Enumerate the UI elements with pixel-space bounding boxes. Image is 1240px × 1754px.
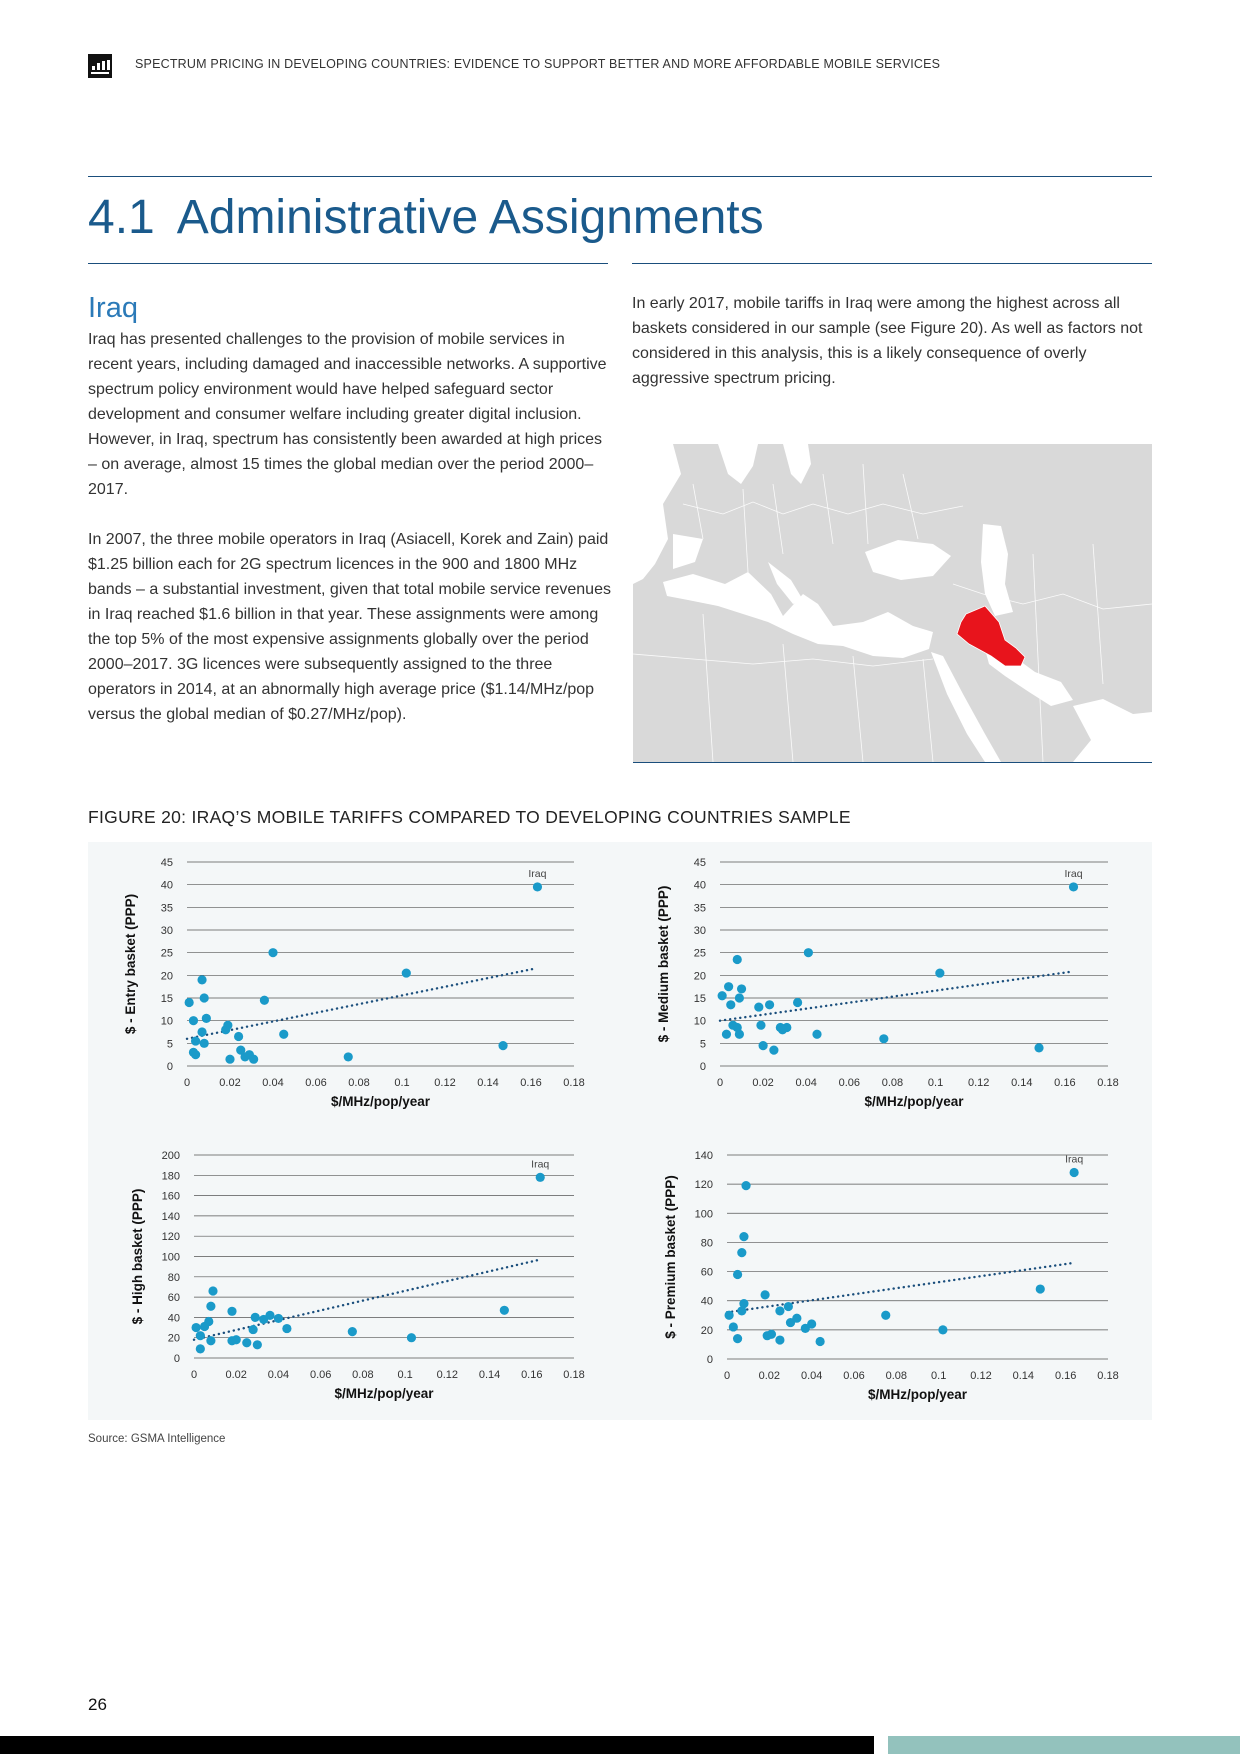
chart-4-y-tick-label: 60 [700, 1266, 713, 1279]
chart-1-data-point [202, 1014, 211, 1023]
chart-4-iraq-label: Iraq [1065, 1153, 1084, 1166]
chart-2-x-tick-label: 0.04 [795, 1077, 817, 1089]
chart-3-y-tick-label: 60 [167, 1292, 180, 1305]
chart-4-data-point [767, 1330, 776, 1339]
figure-source: Source: GSMA Intelligence [88, 1433, 226, 1445]
chart-3-x-tick-label: 0.12 [436, 1369, 459, 1381]
chart-2-x-tick-label: 0.1 [927, 1077, 944, 1089]
chart-4-data-point [784, 1302, 793, 1311]
chart-1-data-point [197, 1027, 206, 1036]
chart-2-data-point [735, 1030, 744, 1039]
chart-3-data-point [251, 1313, 260, 1322]
chart-1-data-point [225, 1055, 234, 1064]
chart-4-data-point [733, 1334, 742, 1343]
right-column-rule [632, 263, 1152, 264]
subsection-title: Iraq [88, 292, 138, 324]
chart-1-data-point [268, 948, 277, 957]
chart-2-data-point [1034, 1043, 1043, 1052]
chart-3-data-point [200, 1322, 209, 1331]
chart-3-y-tick-label: 180 [161, 1170, 180, 1183]
chart-2-y-tick-label: 40 [693, 879, 706, 892]
chart-3-data-point [206, 1336, 215, 1345]
chart-1-y-tick-label: 25 [160, 947, 173, 960]
chart-3-data-point [348, 1327, 357, 1336]
chart-2-x-tick-label: 0.06 [838, 1077, 861, 1089]
chart-4-data-point [775, 1306, 784, 1315]
chart-3-y-tick-label: 200 [161, 1150, 180, 1162]
chart-2-data-point [733, 955, 742, 964]
chart-3-y-tick-label: 100 [161, 1251, 180, 1264]
chart-1-x-tick-label: 0.02 [219, 1077, 241, 1089]
chart-3-x-tick-label: 0.02 [225, 1369, 247, 1381]
chart-4-y-axis-title: $ - Premium basket (PPP) [663, 1175, 678, 1339]
chart-1-data-point [533, 882, 542, 891]
chart-4-data-point [775, 1335, 784, 1344]
chart-1-data-point [191, 1036, 200, 1045]
chart-3-data-point [208, 1286, 217, 1295]
chart-1-data-point [260, 996, 269, 1005]
chart-3-data-point [274, 1314, 283, 1323]
chart-1-data-point [197, 975, 206, 984]
chart-1-x-tick-label: 0.06 [305, 1077, 327, 1089]
running-header: SPECTRUM PRICING IN DEVELOPING COUNTRIES: EVIDENCE TO SUPPORT BETTER AND MORE AFFORDABLE MOBILE SERVICES [135, 57, 941, 71]
chart-1-y-tick-label: 5 [166, 1038, 173, 1051]
chart-1-data-point [200, 1039, 209, 1048]
figure-title: FIGURE 20: IRAQ’S MOBILE TARIFFS COMPARED TO DEVELOPING COUNTRIES SAMPLE [88, 807, 851, 827]
page-number: 26 [88, 1695, 107, 1714]
chart-2-y-tick-label: 35 [693, 902, 706, 915]
chart-3-x-tick-label: 0.08 [352, 1369, 374, 1381]
chart-3-data-point [253, 1340, 262, 1349]
chart-4-y-tick-label: 20 [700, 1324, 713, 1337]
chart-4-data-point [807, 1319, 816, 1328]
chart-3-y-tick-label: 40 [167, 1312, 180, 1325]
chart-4-x-tick-label: 0.1 [931, 1370, 947, 1382]
chart-3-y-axis-title: $ - High basket (PPP) [130, 1188, 145, 1325]
chart-4-y-tick-label: 40 [700, 1295, 713, 1308]
chart-2-data-point [756, 1021, 765, 1030]
chart-1-data-point [249, 1055, 258, 1064]
footer-bar-light [888, 1736, 1240, 1754]
chart-2-trendline [720, 972, 1071, 1021]
chart-2-x-tick-label: 0.12 [967, 1077, 990, 1089]
chart-1-data-point [234, 1032, 243, 1041]
chart-2-data-point [737, 984, 746, 993]
chart-3-data-point [242, 1338, 251, 1347]
chart-2-data-point [765, 1000, 774, 1009]
chart-3-y-tick-label: 120 [161, 1231, 180, 1244]
chart-4-y-tick-label: 120 [694, 1179, 713, 1192]
chart-2-y-tick-label: 30 [693, 925, 706, 937]
chart-2-data-point [879, 1034, 888, 1043]
chart-3-x-tick-label: 0 [190, 1369, 198, 1381]
chart-3-x-axis-title: $/MHz/pop/year [334, 1386, 434, 1401]
chart-1-iraq-label: Iraq [528, 867, 547, 880]
chart-3-x-tick-label: 0.1 [397, 1369, 413, 1381]
chart-2-x-tick-label: 0 [716, 1077, 724, 1089]
chart-4-data-point [881, 1311, 890, 1320]
chart-3-data-point [407, 1333, 416, 1342]
chart-3-iraq-label: Iraq [531, 1158, 550, 1171]
chart-1-trendline [187, 969, 535, 1039]
chart-2-x-axis-title: $/MHz/pop/year [864, 1094, 964, 1109]
chart-1-data-point [221, 1025, 230, 1034]
chart-4-data-point [737, 1306, 746, 1315]
chart-1-y-tick-label: 40 [160, 879, 173, 892]
chart-1-x-tick-label: 0.1 [394, 1077, 410, 1089]
chart-3-data-point [536, 1173, 545, 1182]
chart-3-y-tick-label: 80 [167, 1271, 180, 1284]
chart-1-y-tick-label: 45 [160, 857, 173, 869]
chart-4-data-point [739, 1232, 748, 1241]
chart-4-data-point [761, 1290, 770, 1299]
chart-1-x-tick-label: 0 [183, 1077, 191, 1089]
chart-2-y-tick-label: 15 [693, 993, 706, 1005]
chart-2-data-point [724, 982, 733, 991]
chart-2-x-tick-label: 0.08 [881, 1077, 904, 1089]
chart-3-x-tick-label: 0.18 [563, 1369, 585, 1381]
chart-1-y-tick-label: 0 [166, 1061, 173, 1073]
section-number: 4.1 [88, 191, 155, 244]
chart-4-data-point [737, 1248, 746, 1257]
chart-1-x-tick-label: 0.14 [477, 1077, 499, 1089]
chart-2-iraq-label: Iraq [1064, 867, 1083, 880]
chart-1-data-point [344, 1052, 353, 1061]
chart-4-x-tick-label: 0.06 [843, 1370, 865, 1382]
chart-4-data-point [725, 1311, 734, 1320]
chart-3-data-point [249, 1325, 258, 1334]
chart-3-data-point [196, 1344, 205, 1353]
chart-2-x-tick-label: 0.14 [1011, 1077, 1033, 1089]
chart-1-data-point [240, 1052, 249, 1061]
chart-2-y-tick-label: 10 [693, 1015, 706, 1028]
iraq-location-map [633, 444, 1152, 762]
footer-bar-dark [0, 1736, 874, 1754]
chart-4-y-tick-label: 80 [700, 1237, 713, 1250]
chart-2-data-point [1069, 882, 1078, 891]
chart-1-y-tick-label: 10 [160, 1015, 173, 1028]
chart-4-x-tick-label: 0.16 [1054, 1370, 1077, 1382]
chart-2-y-tick-label: 25 [693, 947, 706, 960]
chart-4-x-tick-label: 0.18 [1097, 1370, 1119, 1382]
chart-4-x-tick-label: 0.02 [758, 1370, 781, 1382]
section-title-text: Administrative Assignments [176, 191, 764, 244]
chart-1-x-tick-label: 0.18 [563, 1077, 585, 1089]
chart-3-trendline [194, 1260, 540, 1340]
chart-1-x-tick-label: 0.16 [520, 1077, 542, 1089]
chart-4-x-tick-label: 0.12 [970, 1370, 992, 1382]
chart-1-data-point [402, 968, 411, 977]
chart-4-trendline [727, 1263, 1074, 1313]
chart-2-data-point [812, 1030, 821, 1039]
chart-4-x-tick-label: 0.14 [1012, 1370, 1035, 1382]
chart-2-data-point [793, 998, 802, 1007]
left-column-rule [88, 263, 608, 264]
chart-3-y-tick-label: 140 [161, 1210, 180, 1223]
chart-3-data-point [232, 1335, 241, 1344]
chart-4-y-tick-label: 100 [694, 1208, 713, 1221]
chart-3-data-point [259, 1315, 268, 1324]
chart-2-x-tick-label: 0.18 [1097, 1077, 1119, 1089]
chart-1-x-tick-label: 0.04 [262, 1077, 284, 1089]
chart-1-data-point [279, 1030, 288, 1039]
section-title [88, 190, 764, 245]
chart-4-data-point [729, 1322, 738, 1331]
chart-2-data-point [935, 968, 944, 977]
left-paragraph-2: In 2007, the three mobile operators in Iraq (Asiacell, Korek and Zain) paid $1.25 billion each for 2G spectrum licences in the 900 and 1800 MHz bands – a substantial investment, given that total mobile service revenues in Iraq reached $1.6 billion in that year. These assignments were among the top 5% of the most expensive assignments globally over the period 2000–2017. 3G licences were subsequently assigned to the three operators in 2014, at an abnormally high average price ($1.14/MHz/pop versus the global median of $0.27/MHz/pop). [88, 531, 611, 723]
chart-4-data-point [733, 1270, 742, 1279]
chart-4-data-point [816, 1337, 825, 1346]
map-bottom-rule [633, 762, 1152, 763]
chart-3-data-point [206, 1302, 215, 1311]
chart-1-y-tick-label: 35 [160, 902, 173, 915]
chart-2-x-tick-label: 0.02 [752, 1077, 774, 1089]
chart-4-data-point [741, 1181, 750, 1190]
chart-4-y-tick-label: 140 [694, 1150, 713, 1162]
chart-2-data-point [735, 993, 744, 1002]
chart-3-data-point [196, 1331, 205, 1340]
chart-4-data-point [1070, 1168, 1079, 1177]
chart-1-data-point [189, 1016, 198, 1025]
chart-3-y-tick-label: 0 [173, 1353, 180, 1365]
chart-1-data-point [200, 993, 209, 1002]
figure-panel [88, 842, 1152, 1420]
chart-2-y-tick-label: 0 [699, 1061, 706, 1073]
gsma-logo [88, 54, 112, 78]
left-paragraph-1: Iraq has presented challenges to the provision of mobile services in recent years, including damaged and inaccessible networks. A supportive spectrum policy environment would have helped safeguard sector development and consumer welfare including greater digital inclusion. However, in Iraq, spectrum has consistently been awarded at high prices – on average, almost 15 times the global median over the period 2000–2017. [88, 331, 607, 498]
chart-3-x-tick-label: 0.16 [521, 1369, 543, 1381]
chart-3-data-point [282, 1324, 291, 1333]
chart-2-y-axis-title: $ - Medium basket (PPP) [656, 885, 671, 1043]
chart-2-data-point [722, 1030, 731, 1039]
chart-1-y-tick-label: 30 [160, 925, 173, 937]
scatter-charts [88, 842, 1152, 1420]
chart-1-data-point [191, 1050, 200, 1059]
chart-1-data-point [185, 998, 194, 1007]
chart-4-x-axis-title: $/MHz/pop/year [867, 1387, 968, 1402]
chart-2-data-point [754, 1002, 763, 1011]
chart-1-y-tick-label: 20 [160, 970, 173, 983]
chart-3-data-point [227, 1307, 236, 1316]
chart-2-data-point [769, 1046, 778, 1055]
chart-2-y-tick-label: 20 [693, 970, 706, 983]
chart-2-y-tick-label: 5 [699, 1038, 706, 1051]
chart-1-x-axis-title: $/MHz/pop/year [330, 1094, 431, 1109]
chart-1-data-point [498, 1041, 507, 1050]
chart-2-x-tick-label: 0.16 [1054, 1077, 1076, 1089]
chart-2-data-point [778, 1025, 787, 1034]
chart-2-data-point [759, 1041, 768, 1050]
chart-4-x-tick-label: 0.08 [885, 1370, 908, 1382]
chart-4-y-tick-label: 0 [706, 1354, 713, 1366]
chart-2-y-tick-label: 45 [693, 857, 706, 869]
chart-3-data-point [192, 1323, 201, 1332]
chart-1-x-tick-label: 0.08 [348, 1077, 370, 1089]
chart-3-y-tick-label: 20 [167, 1332, 180, 1345]
chart-4-x-tick-label: 0 [723, 1370, 731, 1382]
chart-3-data-point [500, 1306, 509, 1315]
chart-4-data-point [938, 1325, 947, 1334]
right-paragraph-1: In early 2017, mobile tariffs in Iraq were among the highest across all baskets considered in our sample (see Figure 20). As well as factors not considered in this analysis, this is a likely consequence of overly aggressive spectrum pricing. [632, 295, 1143, 387]
chart-3-x-tick-label: 0.04 [267, 1369, 290, 1381]
chart-3-x-tick-label: 0.06 [309, 1369, 332, 1381]
chart-2-data-point [726, 1000, 735, 1009]
chart-1-y-tick-label: 15 [160, 993, 173, 1005]
chart-1-y-axis-title: $ - Entry basket (PPP) [123, 893, 138, 1035]
chart-2-data-point [718, 991, 727, 1000]
chart-3-x-tick-label: 0.14 [478, 1369, 501, 1381]
chart-2-data-point [804, 948, 813, 957]
chart-4-data-point [792, 1314, 801, 1323]
chart-3-y-tick-label: 160 [161, 1190, 180, 1203]
chart-1-x-tick-label: 0.12 [434, 1077, 456, 1089]
chart-4-data-point [1036, 1284, 1045, 1293]
chart-4-x-tick-label: 0.04 [800, 1370, 823, 1382]
title-top-rule [88, 176, 1152, 177]
